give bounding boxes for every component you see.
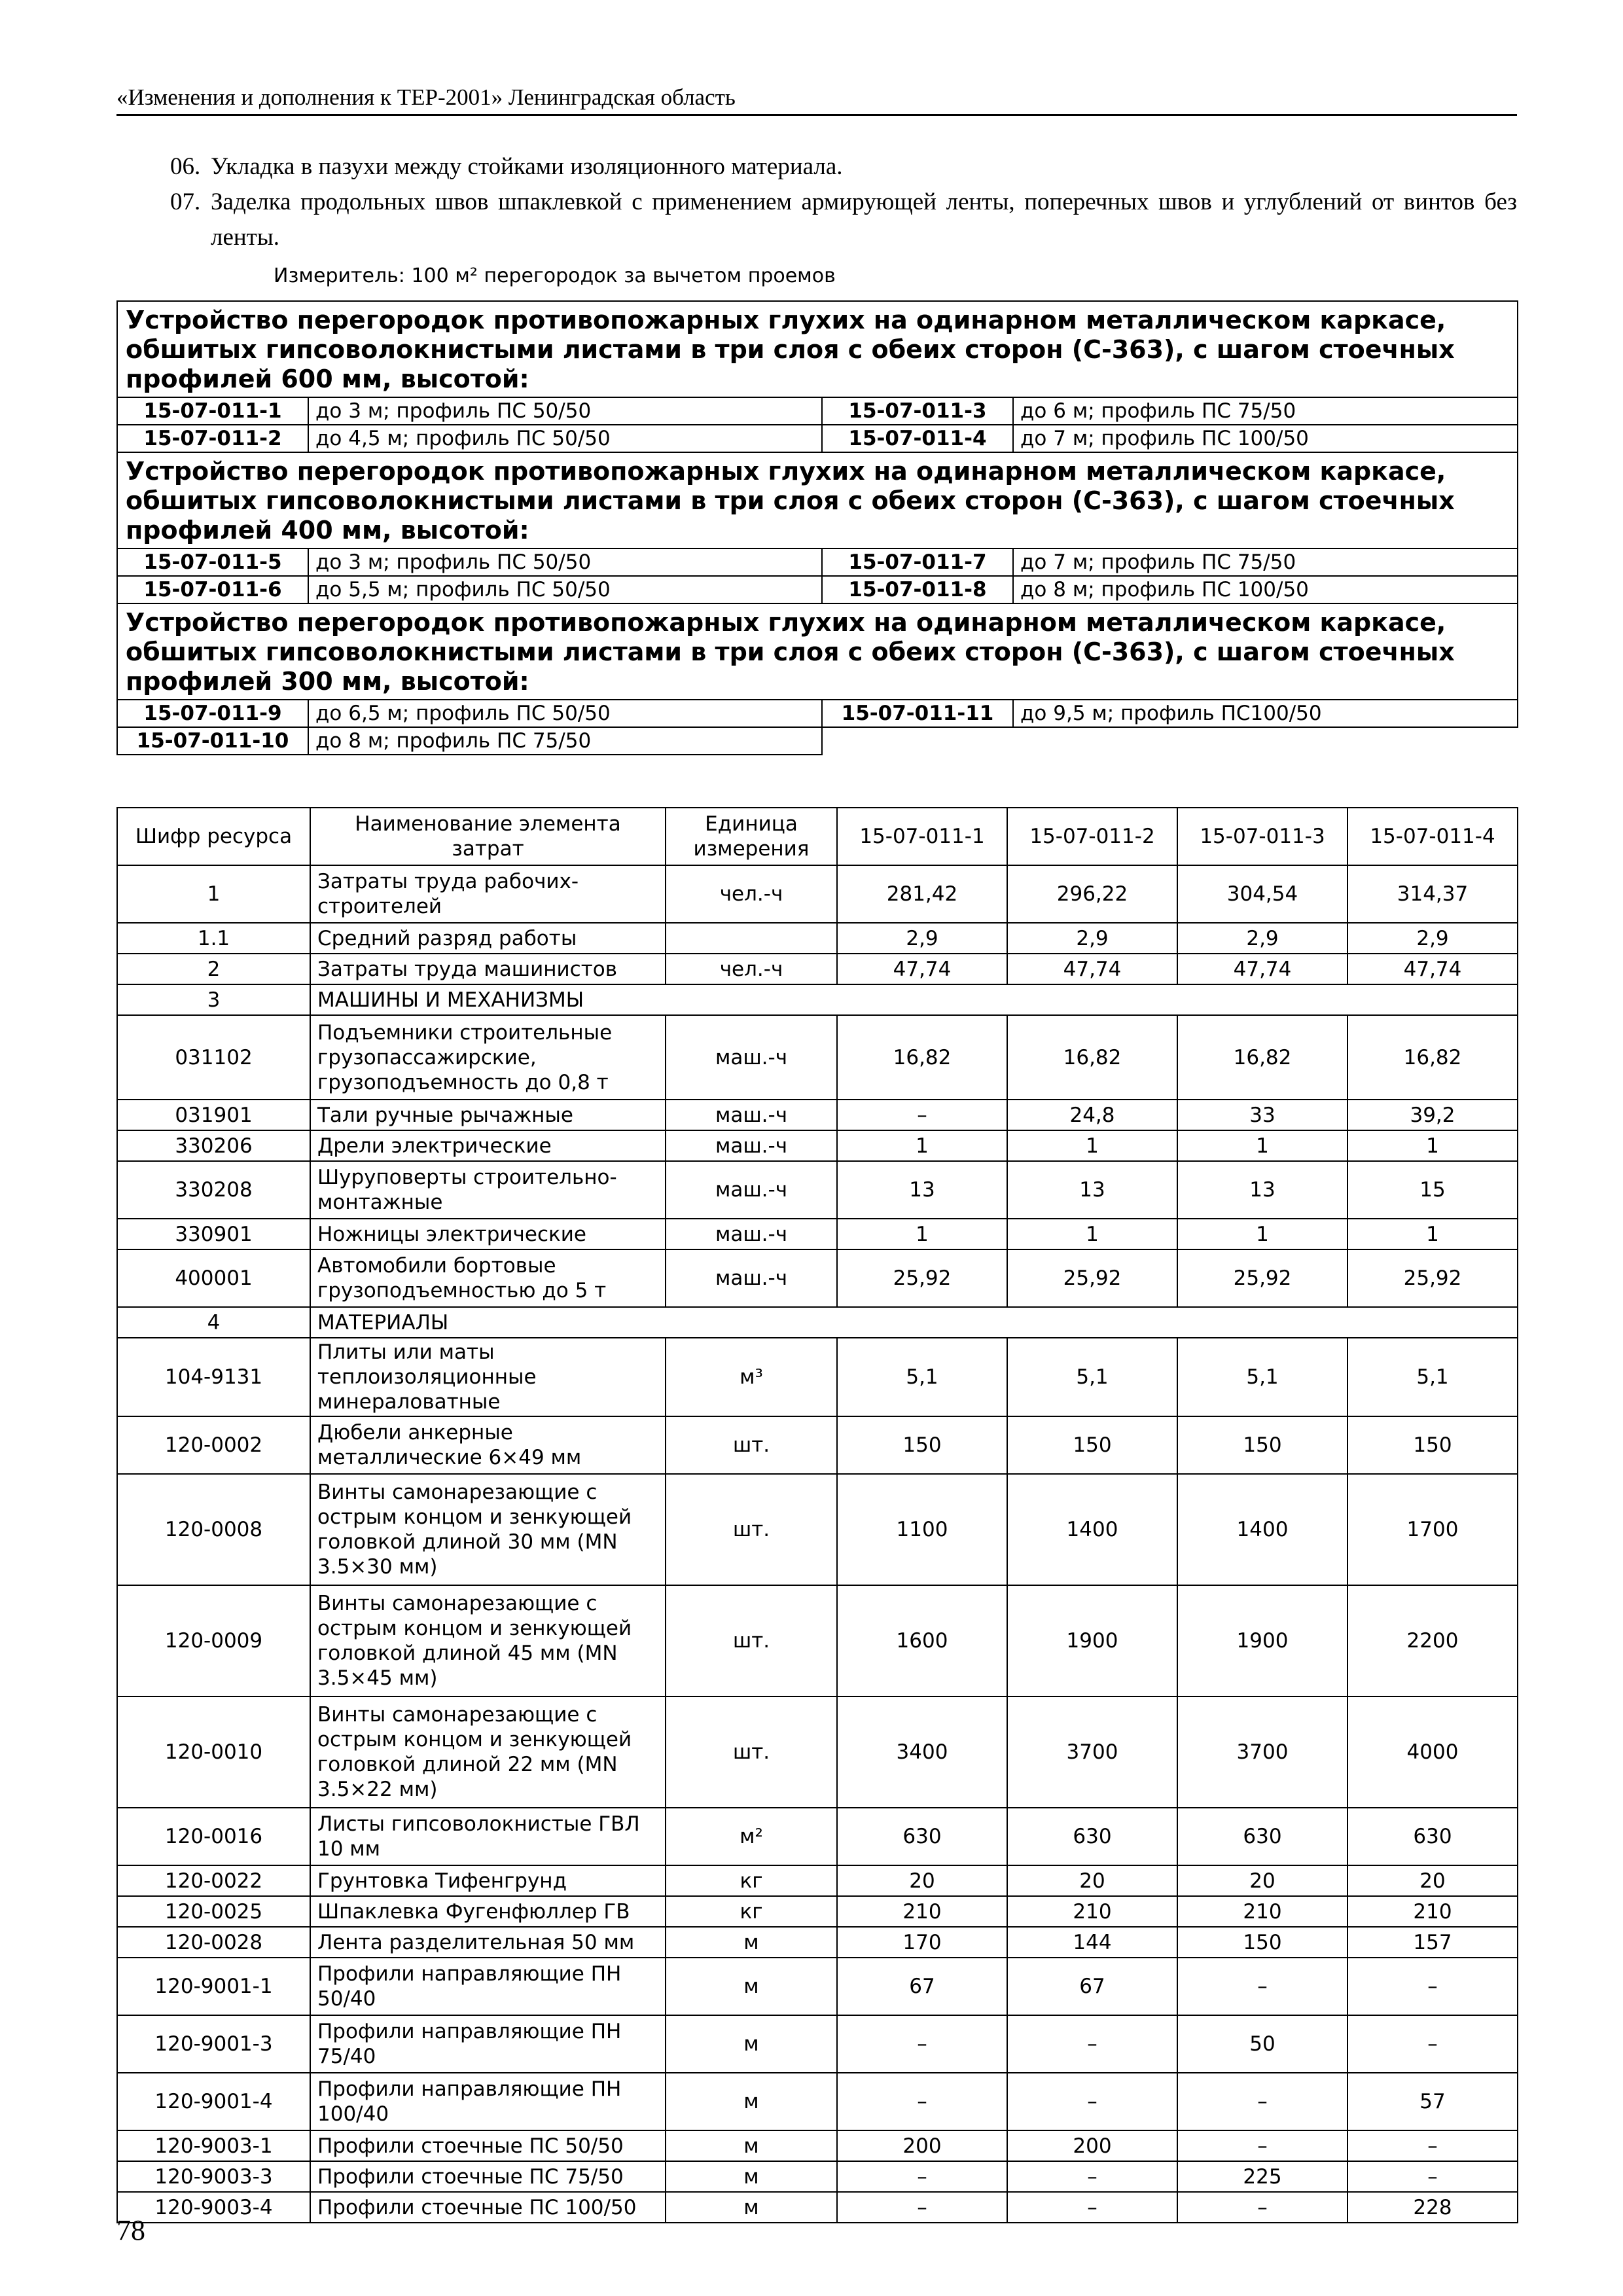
resource-name: Дюбели анкерные металлические 6×49 мм (310, 1416, 666, 1474)
section-title: МАШИНЫ И МЕХАНИЗМЫ (310, 984, 1518, 1015)
resource-value: 57 (1347, 2073, 1518, 2130)
resource-value: – (1007, 2015, 1177, 2073)
resource-value: 200 (837, 2130, 1007, 2161)
norm-code: 15-07-011-1 (117, 397, 308, 425)
resource-value: – (1177, 2130, 1347, 2161)
resource-name: Шуруповерты строительно-монтажные (310, 1161, 666, 1219)
spec-title: Устройство перегородок противопожарных глухих на одинарном металлическом каркасе, обшитых гипсоволокнистыми листами в три слоя с обеих сторон (С-363), с шагом стоечных профилей 600 мм, высотой: (117, 301, 1518, 397)
resource-code: 031901 (117, 1100, 310, 1130)
resource-row (117, 1015, 1518, 1100)
resource-value: 210 (1177, 1896, 1347, 1927)
section-row (117, 984, 1518, 1015)
resource-row (117, 1958, 1518, 2015)
resource-unit: м (666, 2073, 837, 2130)
resource-code: 400001 (117, 1249, 310, 1307)
resource-value: – (837, 1100, 1007, 1130)
resource-value: 1900 (1177, 1585, 1347, 1696)
spec-title-row (117, 603, 1518, 700)
resource-name: Винты самонарезающие с острым концом и зенкующей головкой длиной 22 мм (MN 3.5×22 мм) (310, 1696, 666, 1808)
norm-description: до 8 м; профиль ПС 75/50 (308, 727, 822, 755)
norm-description: до 6 м; профиль ПС 75/50 (1013, 397, 1518, 425)
resource-value: 150 (837, 1416, 1007, 1474)
resource-unit: маш.-ч (666, 1015, 837, 1100)
resource-value: 3400 (837, 1696, 1007, 1808)
resource-value: 47,74 (1177, 954, 1347, 984)
resource-value: 16,82 (1347, 1015, 1518, 1100)
resource-row (117, 1249, 1518, 1307)
resource-value: 13 (1007, 1161, 1177, 1219)
resource-value: 2200 (1347, 1585, 1518, 1696)
spec-title: Устройство перегородок противопожарных глухих на одинарном металлическом каркасе, обшитых гипсоволокнистыми листами в три слоя с обеих сторон (С-363), с шагом стоечных профилей 400 мм, высотой: (117, 452, 1518, 548)
resource-name: Профили направляющие ПН 50/40 (310, 1958, 666, 2015)
norm-code: 15-07-011-8 (822, 576, 1013, 603)
resource-value: – (837, 2161, 1007, 2192)
resource-value: 16,82 (1177, 1015, 1347, 1100)
resource-row (117, 1130, 1518, 1161)
resource-unit: чел.-ч (666, 865, 837, 923)
spec-row (117, 576, 1518, 603)
norm-code: 15-07-011-6 (117, 576, 308, 603)
resource-value: 296,22 (1007, 865, 1177, 923)
resource-unit: чел.-ч (666, 954, 837, 984)
resource-name: Шпаклевка Фугенфюллер ГВ (310, 1896, 666, 1927)
resource-code: 2 (117, 954, 310, 984)
resource-code: 104-9131 (117, 1338, 310, 1416)
resource-value: – (1177, 2192, 1347, 2223)
note-text: Укладка в пазухи между стойками изоляционного материала. (211, 153, 843, 180)
resource-value: 1700 (1347, 1474, 1518, 1585)
resource-value: 1 (1347, 1130, 1518, 1161)
resource-code: 120-0002 (117, 1416, 310, 1474)
column-header: 15-07-011-1 (837, 808, 1007, 865)
running-header: «Изменения и дополнения к ТЕР-2001» Ленинградская область (116, 84, 1517, 116)
column-header: Единица измерения (666, 808, 837, 865)
resource-value: 157 (1347, 1927, 1518, 1958)
resource-value: 13 (1177, 1161, 1347, 1219)
column-header: 15-07-011-3 (1177, 808, 1347, 865)
resource-row (117, 1865, 1518, 1896)
resource-code: 4 (117, 1307, 310, 1338)
spec-row (117, 727, 1518, 755)
resource-value: 20 (1007, 1865, 1177, 1896)
resource-value: 3700 (1007, 1696, 1177, 1808)
resource-unit: м (666, 2130, 837, 2161)
resource-value: 5,1 (1347, 1338, 1518, 1416)
resource-value: 3700 (1177, 1696, 1347, 1808)
resource-value: 2,9 (1177, 923, 1347, 954)
resource-code: 120-0028 (117, 1927, 310, 1958)
resource-value: – (1347, 2130, 1518, 2161)
resource-unit: маш.-ч (666, 1161, 837, 1219)
resource-value: 20 (837, 1865, 1007, 1896)
resource-value: 228 (1347, 2192, 1518, 2223)
resource-value: 33 (1177, 1100, 1347, 1130)
resource-value: 67 (837, 1958, 1007, 2015)
resource-value: 200 (1007, 2130, 1177, 2161)
resource-code: 1 (117, 865, 310, 923)
resource-code: 120-0016 (117, 1808, 310, 1865)
resource-value: 5,1 (1007, 1338, 1177, 1416)
spec-row (117, 548, 1518, 576)
resource-row (117, 2015, 1518, 2073)
resource-value: 630 (1177, 1808, 1347, 1865)
norm-code: 15-07-011-3 (822, 397, 1013, 425)
column-header: Шифр ресурса (117, 808, 310, 865)
resource-name: Плиты или маты теплоизоляционные минераловатные (310, 1338, 666, 1416)
resource-header-row (117, 808, 1518, 865)
resource-value: 1900 (1007, 1585, 1177, 1696)
resource-row (117, 1585, 1518, 1696)
page-number: 78 (116, 2214, 145, 2246)
resource-value: 1400 (1177, 1474, 1347, 1585)
resource-value: 1 (1347, 1219, 1518, 1249)
resource-value: 2,9 (1347, 923, 1518, 954)
resource-code: 120-9003-4 (117, 2192, 310, 2223)
resource-name: Затраты труда машинистов (310, 954, 666, 984)
resource-code: 120-0022 (117, 1865, 310, 1896)
resource-code: 120-9003-3 (117, 2161, 310, 2192)
norm-code (822, 727, 1013, 755)
resource-value: 25,92 (1347, 1249, 1518, 1307)
norm-code: 15-07-011-7 (822, 548, 1013, 576)
resource-row (117, 2073, 1518, 2130)
norm-description: до 7 м; профиль ПС 100/50 (1013, 425, 1518, 452)
resource-value: 47,74 (1347, 954, 1518, 984)
resource-value: – (837, 2192, 1007, 2223)
resource-value: 630 (1007, 1808, 1177, 1865)
resource-value: 210 (1347, 1896, 1518, 1927)
resource-row (117, 1896, 1518, 1927)
norm-description (1013, 727, 1518, 755)
work-notes (170, 149, 1517, 255)
resource-unit: маш.-ч (666, 1130, 837, 1161)
resource-value: 1 (837, 1130, 1007, 1161)
measure-unit: Измеритель: 100 м² перегородок за вычетом проемов (274, 264, 836, 287)
resource-value: – (837, 2015, 1007, 2073)
resource-unit: м (666, 1958, 837, 2015)
resource-row (117, 2192, 1518, 2223)
resource-table (116, 807, 1518, 2223)
resource-unit: м (666, 2161, 837, 2192)
resource-value: 1600 (837, 1585, 1007, 1696)
resource-value: 314,37 (1347, 865, 1518, 923)
resource-name: Лента разделительная 50 мм (310, 1927, 666, 1958)
resource-row (117, 1161, 1518, 1219)
resource-name: Затраты труда рабочих-строителей (310, 865, 666, 923)
resource-unit: маш.-ч (666, 1219, 837, 1249)
resource-name: Профили направляющие ПН 75/40 (310, 2015, 666, 2073)
resource-name: Подъемники строительные грузопассажирские, грузоподъемность до 0,8 т (310, 1015, 666, 1100)
resource-value: 150 (1347, 1416, 1518, 1474)
resource-value: – (837, 2073, 1007, 2130)
resource-row (117, 954, 1518, 984)
resource-value: 1 (1007, 1130, 1177, 1161)
resource-value: 16,82 (1007, 1015, 1177, 1100)
resource-value: 47,74 (1007, 954, 1177, 984)
norm-code: 15-07-011-5 (117, 548, 308, 576)
norm-description: до 4,5 м; профиль ПС 50/50 (308, 425, 822, 452)
resource-value: 25,92 (1177, 1249, 1347, 1307)
resource-name: Грунтовка Тифенгрунд (310, 1865, 666, 1896)
resource-row (117, 2130, 1518, 2161)
spec-row (117, 425, 1518, 452)
resource-unit: м² (666, 1808, 837, 1865)
resource-name: Профили стоечные ПС 50/50 (310, 2130, 666, 2161)
resource-unit: кг (666, 1865, 837, 1896)
resource-code: 120-0008 (117, 1474, 310, 1585)
norm-description: до 3 м; профиль ПС 50/50 (308, 397, 822, 425)
resource-code: 120-9001-4 (117, 2073, 310, 2130)
resource-unit: шт. (666, 1474, 837, 1585)
note-number: 07. (170, 188, 201, 215)
resource-unit: м (666, 2015, 837, 2073)
note-item (170, 149, 1517, 185)
resource-row (117, 923, 1518, 954)
resource-value: 15 (1347, 1161, 1518, 1219)
resource-name: Ножницы электрические (310, 1219, 666, 1249)
resource-code: 120-9003-1 (117, 2130, 310, 2161)
resource-unit: кг (666, 1896, 837, 1927)
resource-code: 031102 (117, 1015, 310, 1100)
resource-value: – (1007, 2161, 1177, 2192)
resource-name: Профили стоечные ПС 100/50 (310, 2192, 666, 2223)
resource-code: 330208 (117, 1161, 310, 1219)
resource-name: Листы гипсоволокнистые ГВЛ 10 мм (310, 1808, 666, 1865)
norm-code: 15-07-011-9 (117, 700, 308, 727)
resource-value: – (1007, 2073, 1177, 2130)
resource-code: 330901 (117, 1219, 310, 1249)
resource-value: 13 (837, 1161, 1007, 1219)
resource-value: 2,9 (837, 923, 1007, 954)
resource-value: 1100 (837, 1474, 1007, 1585)
resource-name: Профили направляющие ПН 100/40 (310, 2073, 666, 2130)
resource-code: 120-0009 (117, 1585, 310, 1696)
norm-description: до 8 м; профиль ПС 100/50 (1013, 576, 1518, 603)
resource-value: 20 (1177, 1865, 1347, 1896)
resource-value: 225 (1177, 2161, 1347, 2192)
resource-value: 1 (1007, 1219, 1177, 1249)
norm-code: 15-07-011-10 (117, 727, 308, 755)
resource-code: 120-9001-1 (117, 1958, 310, 2015)
resource-value: 5,1 (1177, 1338, 1347, 1416)
resource-value: 39,2 (1347, 1100, 1518, 1130)
resource-value: – (1177, 2073, 1347, 2130)
resource-value: 630 (1347, 1808, 1518, 1865)
resource-unit: шт. (666, 1585, 837, 1696)
resource-value: 24,8 (1007, 1100, 1177, 1130)
resource-code: 120-0010 (117, 1696, 310, 1808)
norm-spec-table (116, 300, 1518, 755)
resource-value: 5,1 (837, 1338, 1007, 1416)
resource-value: 210 (837, 1896, 1007, 1927)
resource-value: 630 (837, 1808, 1007, 1865)
resource-unit: м³ (666, 1338, 837, 1416)
resource-row (117, 2161, 1518, 2192)
norm-description: до 5,5 м; профиль ПС 50/50 (308, 576, 822, 603)
resource-name: Автомобили бортовые грузоподъемностью до 5 т (310, 1249, 666, 1307)
resource-value: 170 (837, 1927, 1007, 1958)
resource-name: Винты самонарезающие с острым концом и зенкующей головкой длиной 45 мм (MN 3.5×45 мм) (310, 1585, 666, 1696)
resource-row (117, 1808, 1518, 1865)
spec-title-row (117, 452, 1518, 548)
note-text: Заделка продольных швов шпаклевкой с применением армирующей ленты, поперечных швов и углублений от винтов без ленты. (211, 188, 1517, 251)
resource-code: 120-9001-3 (117, 2015, 310, 2073)
resource-row (117, 1696, 1518, 1808)
resource-unit: шт. (666, 1696, 837, 1808)
resource-name: Тали ручные рычажные (310, 1100, 666, 1130)
spec-title-row (117, 301, 1518, 397)
resource-row (117, 1219, 1518, 1249)
resource-row (117, 1416, 1518, 1474)
spec-title: Устройство перегородок противопожарных глухих на одинарном металлическом каркасе, обшитых гипсоволокнистыми листами в три слоя с обеих сторон (С-363), с шагом стоечных профилей 300 мм, высотой: (117, 603, 1518, 700)
resource-value: – (1347, 1958, 1518, 2015)
resource-value: 67 (1007, 1958, 1177, 2015)
resource-value: – (1347, 2161, 1518, 2192)
resource-value: 1400 (1007, 1474, 1177, 1585)
resource-name: Винты самонарезающие с острым концом и зенкующей головкой длиной 30 мм (MN 3.5×30 мм) (310, 1474, 666, 1585)
norm-description: до 9,5 м; профиль ПС100/50 (1013, 700, 1518, 727)
resource-value: 25,92 (837, 1249, 1007, 1307)
resource-value: 281,42 (837, 865, 1007, 923)
resource-row (117, 865, 1518, 923)
resource-code: 330206 (117, 1130, 310, 1161)
resource-value: 47,74 (837, 954, 1007, 984)
resource-code: 3 (117, 984, 310, 1015)
resource-unit: маш.-ч (666, 1249, 837, 1307)
resource-value: 210 (1007, 1896, 1177, 1927)
resource-value: 16,82 (837, 1015, 1007, 1100)
resource-unit (666, 923, 837, 954)
resource-value: – (1007, 2192, 1177, 2223)
resource-name: Профили стоечные ПС 75/50 (310, 2161, 666, 2192)
resource-value: 150 (1177, 1927, 1347, 1958)
resource-row (117, 1474, 1518, 1585)
resource-value: 1 (1177, 1130, 1347, 1161)
resource-row (117, 1338, 1518, 1416)
resource-value: 1 (1177, 1219, 1347, 1249)
resource-value: 304,54 (1177, 865, 1347, 923)
resource-value: 144 (1007, 1927, 1177, 1958)
column-header: 15-07-011-4 (1347, 808, 1518, 865)
resource-value: 50 (1177, 2015, 1347, 2073)
note-item (170, 185, 1517, 255)
resource-value: 4000 (1347, 1696, 1518, 1808)
section-row (117, 1307, 1518, 1338)
resource-value: – (1347, 2015, 1518, 2073)
resource-unit: маш.-ч (666, 1100, 837, 1130)
norm-code: 15-07-011-11 (822, 700, 1013, 727)
resource-code: 120-0025 (117, 1896, 310, 1927)
resource-unit: м (666, 2192, 837, 2223)
resource-name: Средний разряд работы (310, 923, 666, 954)
spec-row (117, 700, 1518, 727)
norm-description: до 6,5 м; профиль ПС 50/50 (308, 700, 822, 727)
resource-value: 25,92 (1007, 1249, 1177, 1307)
resource-row (117, 1927, 1518, 1958)
resource-name: Дрели электрические (310, 1130, 666, 1161)
section-title: МАТЕРИАЛЫ (310, 1307, 1518, 1338)
resource-value: 2,9 (1007, 923, 1177, 954)
resource-value: 20 (1347, 1865, 1518, 1896)
resource-value: – (1177, 1958, 1347, 2015)
resource-value: 1 (837, 1219, 1007, 1249)
norm-description: до 3 м; профиль ПС 50/50 (308, 548, 822, 576)
resource-row (117, 1100, 1518, 1130)
norm-description: до 7 м; профиль ПС 75/50 (1013, 548, 1518, 576)
norm-code: 15-07-011-4 (822, 425, 1013, 452)
resource-value: 150 (1007, 1416, 1177, 1474)
resource-unit: шт. (666, 1416, 837, 1474)
norm-code: 15-07-011-2 (117, 425, 308, 452)
resource-unit: м (666, 1927, 837, 1958)
resource-code: 1.1 (117, 923, 310, 954)
spec-row (117, 397, 1518, 425)
note-number: 06. (170, 153, 201, 180)
column-header: Наименование элемента затрат (310, 808, 666, 865)
column-header: 15-07-011-2 (1007, 808, 1177, 865)
resource-value: 150 (1177, 1416, 1347, 1474)
